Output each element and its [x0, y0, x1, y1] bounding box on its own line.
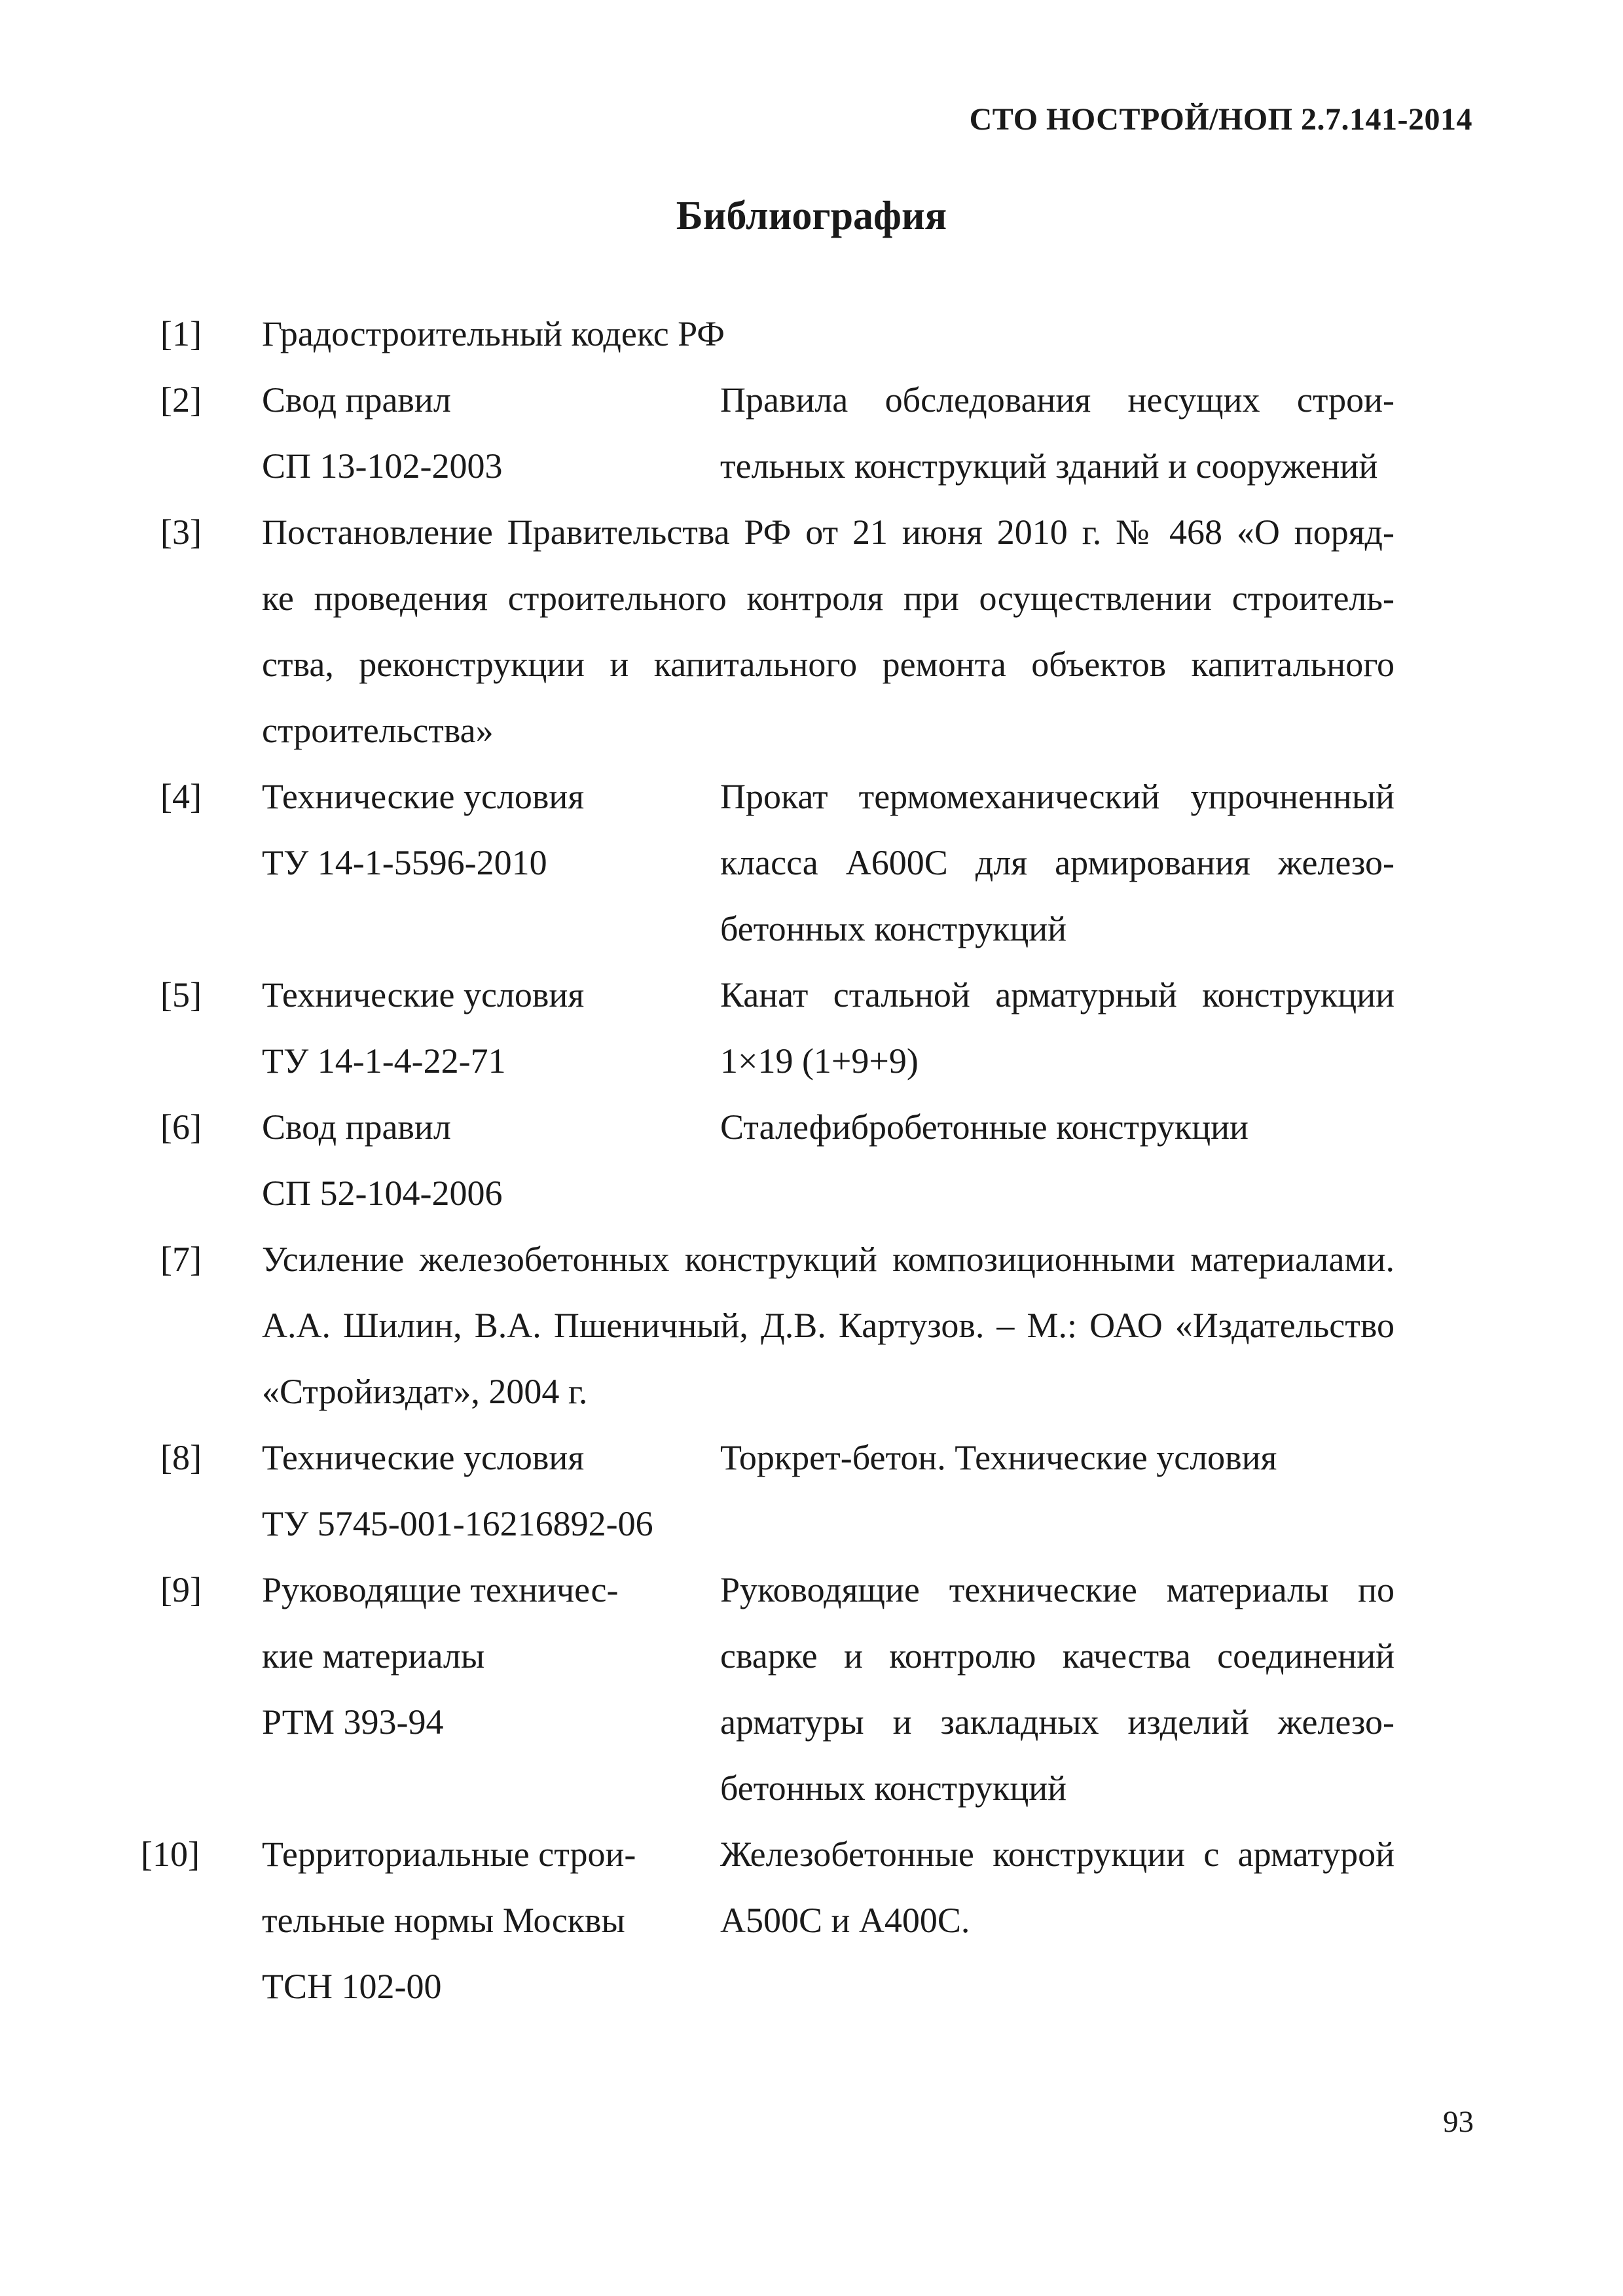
entry-document-type — [262, 367, 720, 499]
entry-text-line: «Стройиздат», 2004 г. — [262, 1372, 588, 1411]
entry-right-line: Прокат термомеханический упрочненный — [720, 777, 1395, 816]
entry-number: [2] — [160, 380, 202, 420]
page-title: Библиография — [676, 194, 947, 238]
page-number: 93 — [1443, 2105, 1474, 2139]
entry-number: [5] — [160, 975, 202, 1014]
bibliography-entry — [151, 1557, 1460, 1821]
entry-right-line: Железобетонные конструкции с арматурой — [720, 1835, 1395, 1874]
entry-document-type — [262, 1094, 720, 1227]
entry-right-line: А500С и А400С. — [720, 1901, 970, 1940]
entry-text — [262, 499, 1395, 764]
bibliography-entry — [151, 1227, 1460, 1425]
entry-left-line: Руководящие техничес- — [262, 1570, 619, 1609]
bibliography-entry — [151, 1094, 1460, 1227]
entry-number: [10] — [141, 1835, 200, 1874]
entry-left-line: ТУ 5745-001-16216892-06 — [262, 1504, 653, 1543]
entry-left-line: РТМ 393-94 — [262, 1702, 444, 1742]
bibliography-entry — [151, 301, 1460, 367]
bibliography-list — [141, 301, 1460, 2020]
entry-document-type — [262, 1425, 720, 1557]
entry-text — [262, 1227, 1395, 1425]
entry-left-line: Технические условия — [262, 1438, 585, 1477]
entry-right-line: Руководящие технические материалы по — [720, 1570, 1395, 1609]
entry-document-type — [262, 962, 720, 1094]
entry-right-line: бетонных конструкций — [720, 1768, 1067, 1808]
entry-right-line: класса А600С для армирования железо- — [720, 843, 1395, 882]
entry-left-line: ТСН 102-00 — [262, 1967, 442, 2006]
entry-left-line: Технические условия — [262, 777, 585, 816]
entry-left-line: кие материалы — [262, 1636, 485, 1676]
entry-right-line: тельных конструкций зданий и сооружений — [720, 446, 1378, 486]
entry-document-title — [720, 764, 1395, 962]
document-code-header: СТО НОСТРОЙ/НОП 2.7.141-2014 — [969, 102, 1472, 137]
bibliography-entry — [151, 499, 1460, 764]
entry-text-line: А.А. Шилин, В.А. Пшеничный, Д.В. Картузов. – М.: ОАО «Издательство — [262, 1306, 1395, 1345]
entry-number: [6] — [160, 1107, 202, 1147]
bibliography-entry — [151, 367, 1460, 499]
entry-right-line: Сталефибробетонные конструкции — [720, 1107, 1249, 1147]
entry-right-line: Торкрет-бетон. Технические условия — [720, 1438, 1277, 1477]
entry-left-line: тельные нормы Москвы — [262, 1901, 625, 1940]
entry-left-line: СП 13-102-2003 — [262, 446, 503, 486]
entry-left-line: СП 52-104-2006 — [262, 1174, 503, 1213]
entry-text-line: Усиление железобетонных конструкций композиционными материалами. — [262, 1240, 1395, 1279]
entry-text-line: ства, реконструкции и капитального ремонта объектов капитального — [262, 645, 1395, 684]
entry-right-line: бетонных конструкций — [720, 909, 1067, 948]
entry-document-title — [720, 1557, 1395, 1821]
entry-document-type — [262, 1557, 720, 1821]
entry-document-title — [720, 1094, 1395, 1227]
entry-number: [8] — [160, 1438, 202, 1477]
entry-text-line: Градостроительный кодекс РФ — [262, 314, 725, 353]
entry-document-title — [720, 1821, 1395, 2020]
entry-text-line: строительства» — [262, 711, 494, 750]
entry-left-line: Технические условия — [262, 975, 585, 1014]
entry-text-line: ке проведения строительного контроля при осуществлении строитель- — [262, 579, 1395, 618]
entry-right-line: сварке и контролю качества соединений — [720, 1636, 1395, 1676]
entry-left-line: Свод правил — [262, 1107, 451, 1147]
entry-document-title — [720, 962, 1395, 1094]
entry-document-title — [720, 1425, 1395, 1557]
entry-number: [1] — [160, 314, 202, 353]
entry-number: [4] — [160, 777, 202, 816]
entry-number: [9] — [160, 1570, 202, 1609]
entry-right-line: Правила обследования несущих строи- — [720, 380, 1395, 420]
entry-document-title — [720, 367, 1395, 499]
entry-right-line: 1×19 (1+9+9) — [720, 1041, 919, 1081]
entry-number: [3] — [160, 512, 202, 552]
entry-left-line: Свод правил — [262, 380, 451, 420]
entry-left-line: ТУ 14-1-4-22-71 — [262, 1041, 506, 1081]
entry-text-line: Постановление Правительства РФ от 21 июня 2010 г. № 468 «О поряд- — [262, 512, 1395, 552]
entry-left-line: Территориальные строи- — [262, 1835, 636, 1874]
entry-number: [7] — [160, 1240, 202, 1279]
entry-text — [262, 301, 1395, 367]
bibliography-entry — [141, 1821, 1460, 2020]
bibliography-entry — [151, 962, 1460, 1094]
bibliography-entry — [151, 1425, 1460, 1557]
entry-document-type — [262, 764, 720, 962]
entry-right-line: арматуры и закладных изделий железо- — [720, 1702, 1395, 1742]
entry-document-type — [262, 1821, 720, 2020]
entry-left-line: ТУ 14-1-5596-2010 — [262, 843, 547, 882]
bibliography-entry — [151, 764, 1460, 962]
entry-right-line: Канат стальной арматурный конструкции — [720, 975, 1395, 1014]
